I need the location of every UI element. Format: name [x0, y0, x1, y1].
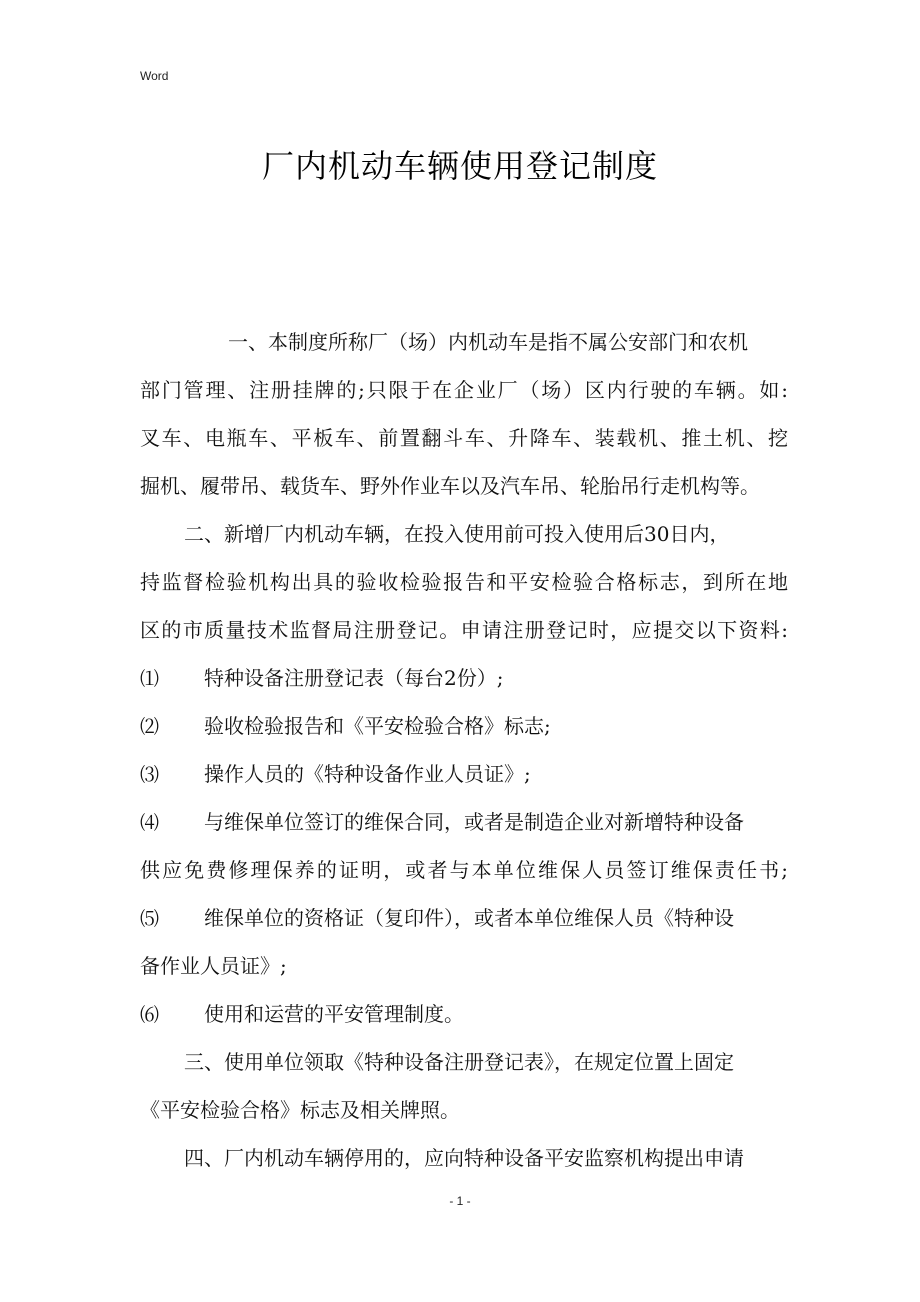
list-item [140, 808, 744, 837]
page-number: - 1 - [449, 1194, 471, 1208]
list-item-number: ⑸ [140, 908, 160, 930]
paragraph-3-line-2: 《平安检验合格》标志及相关牌照。 [140, 1098, 460, 1122]
paragraph-1-line-1: 一、本制度所称厂（场）内机动车是指不属公安部门和农机 [228, 330, 748, 354]
list-item-number: ⑵ [140, 716, 160, 738]
document-title: 厂内机动车辆使用登记制度 [261, 147, 658, 185]
list-item-text: 特种设备注册登记表（每台2份）; [204, 666, 504, 690]
list-item-number: ⑹ [140, 1004, 160, 1026]
list-item-number: ⑴ [140, 668, 160, 690]
list-item [140, 712, 551, 741]
paragraph-1-line-2: 部门管理、注册挂牌的;只限于在企业厂（场）区内行驶的车辆。如: [140, 378, 788, 402]
header-label: Word [140, 69, 169, 83]
paragraph-3-line-1: 三、使用单位领取《特种设备注册登记表》，在规定位置上固定 [184, 1050, 734, 1074]
list-item-text: 验收检验报告和《平安检验合格》标志; [204, 714, 551, 738]
list-item [140, 904, 734, 933]
paragraph-4-line-1: 四、厂内机动车辆停用的，应向特种设备平安监察机构提出申请 [184, 1146, 744, 1170]
list-item-text: 使用和运营的平安管理制度。 [204, 1002, 464, 1026]
paragraph-1-line-4: 掘机、履带吊、载货车、野外作业车以及汽车吊、轮胎吊行走机构等。 [140, 474, 760, 498]
list-item-number: ⑶ [140, 764, 160, 786]
list-item-text: 与维保单位签订的维保合同，或者是制造企业对新增特种设备 [204, 810, 744, 834]
paragraph-1-line-3: 叉车、电瓶车、平板车、前置翻斗车、升降车、装载机、推土机、挖 [140, 426, 788, 450]
list-item-text: 维保单位的资格证（复印件），或者本单位维保人员《特种设 [204, 906, 734, 930]
paragraph-2-line-3: 区的市质量技术监督局注册登记。申请注册登记时，应提交以下资料: [140, 618, 788, 642]
list-item [140, 664, 503, 693]
list-item-text: 操作人员的《特种设备作业人员证》; [204, 762, 531, 786]
paragraph-2-line-1: 二、新增厂内机动车辆，在投入使用前可投入使用后30日内， [184, 522, 730, 546]
list-item-continuation: 备作业人员证》; [140, 954, 287, 978]
list-item-continuation: 供应免费修理保养的证明，或者与本单位维保人员签订维保责任书; [140, 858, 788, 882]
list-item-number: ⑷ [140, 812, 160, 834]
list-item [140, 760, 531, 789]
paragraph-2-line-2: 持监督检验机构出具的验收检验报告和平安检验合格标志，到所在地 [140, 570, 788, 594]
list-item [140, 1000, 464, 1029]
